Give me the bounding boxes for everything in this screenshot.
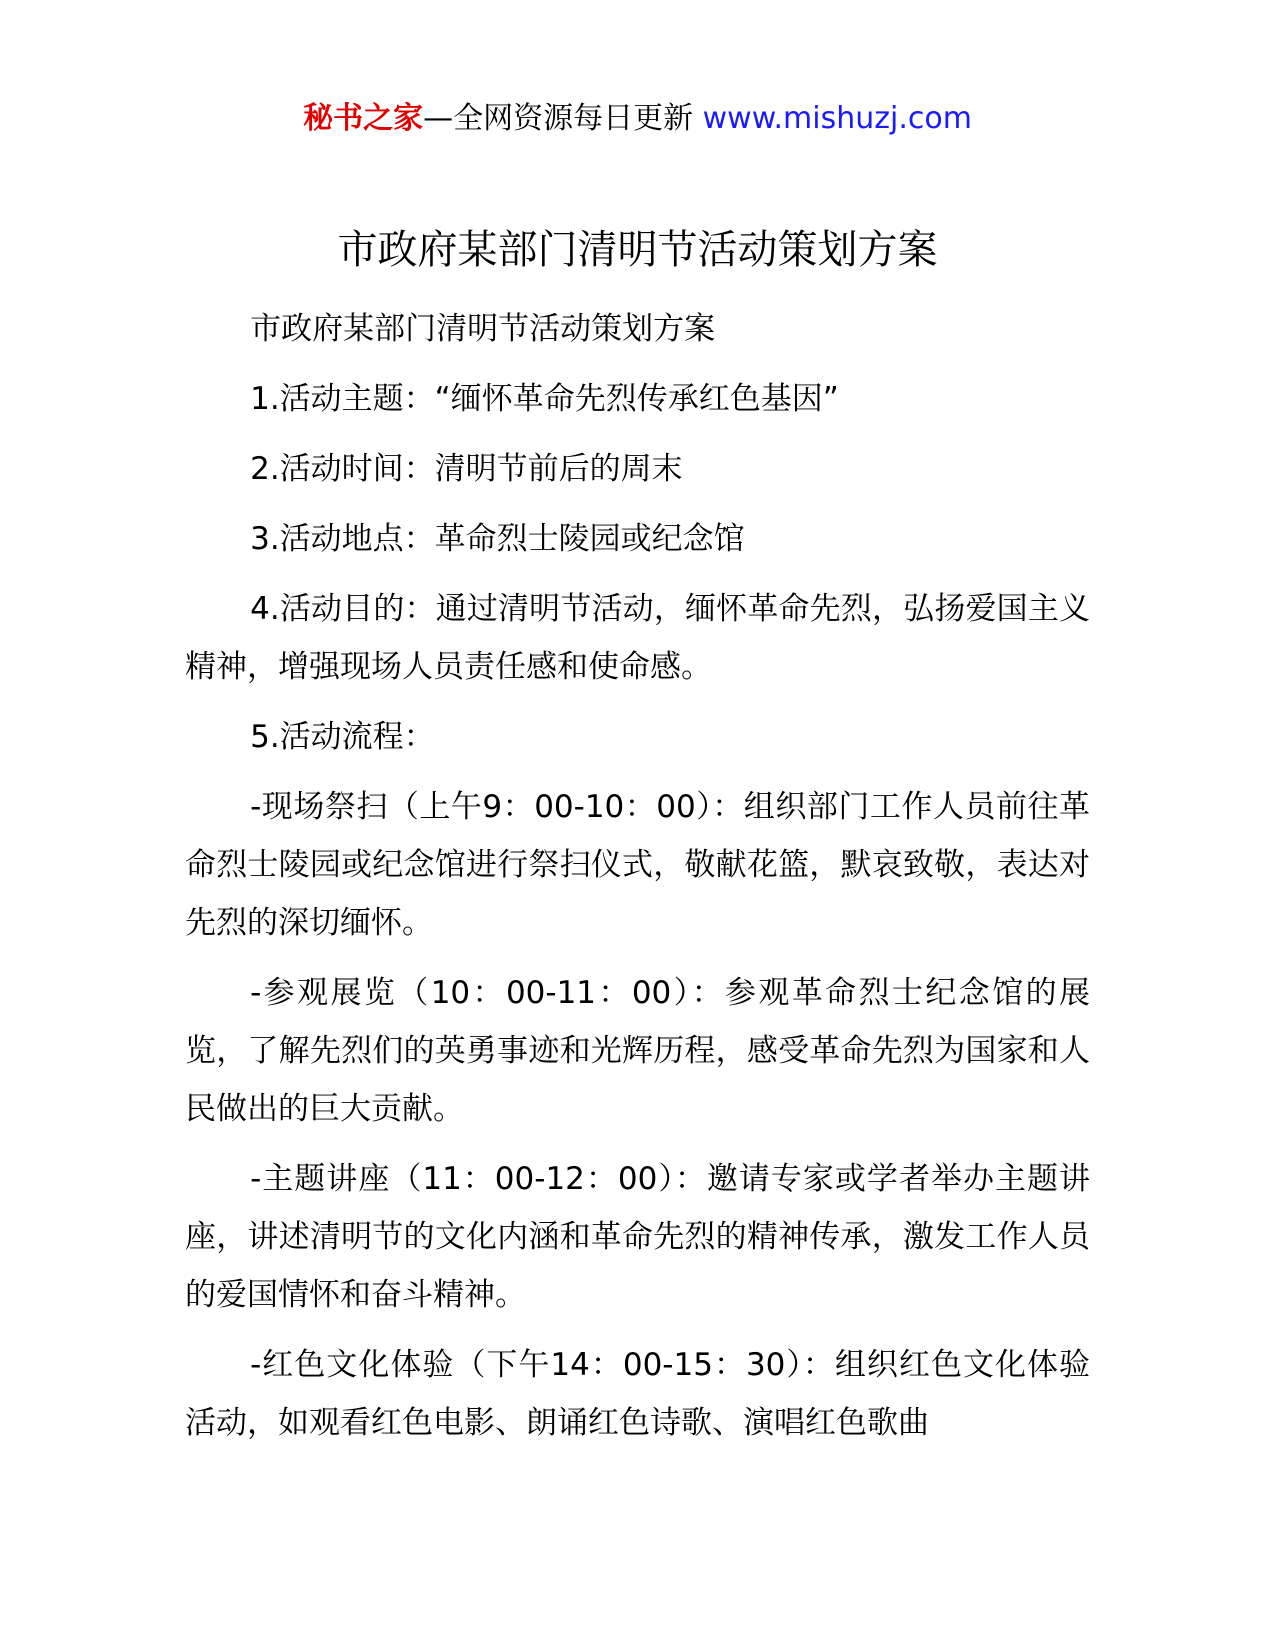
paragraph-step-red-culture: -红色文化体验（下午14：00-15：30）：组织红色文化体验活动，如观看红色电影、朗诵红色诗歌、演唱红色歌曲 — [185, 1347, 1090, 1441]
paragraph-step-lecture: -主题讲座（11：00-12：00）：邀请专家或学者举办主题讲座，讲述清明节的文化内涵和革命先烈的精神传承，激发工作人员的爱国情怀和奋斗精神。 — [185, 1161, 1090, 1313]
document-title: 市政府某部门清明节活动策划方案 — [337, 227, 938, 273]
website-link[interactable]: www.mishuzj.com — [702, 101, 972, 136]
paragraph-location: 3.活动地点：革命烈士陵园或纪念馆 — [250, 521, 745, 557]
paragraph-purpose: 4.活动目的：通过清明节活动，缅怀革命先烈，弘扬爱国主义精神，增强现场人员责任感和使命感。 — [185, 591, 1090, 685]
page-header — [0, 96, 1275, 142]
paragraph-step-exhibition: -参观展览（10：00-11：00）：参观革命烈士纪念馆的展览，了解先烈们的英勇事迹和光辉历程，感受革命先烈为国家和人民做出的巨大贡献。 — [185, 975, 1090, 1127]
paragraph-process-heading: 5.活动流程： — [250, 719, 435, 755]
paragraph-step-sweeping: -现场祭扫（上午9：00-10：00）：组织部门工作人员前往革命烈士陵园或纪念馆进行祭扫仪式，敬献花篮，默哀致敬，表达对先烈的深切缅怀。 — [185, 789, 1090, 941]
header-tagline: —全网资源每日更新 — [423, 101, 694, 136]
brand-name: 秘书之家 — [303, 101, 424, 136]
paragraph-subtitle: 市政府某部门清明节活动策划方案 — [250, 311, 716, 347]
paragraph-theme: 1.活动主题：“缅怀革命先烈传承红色基因” — [250, 381, 839, 417]
document-body — [185, 300, 1090, 1464]
paragraph-time: 2.活动时间：清明节前后的周末 — [250, 451, 683, 487]
